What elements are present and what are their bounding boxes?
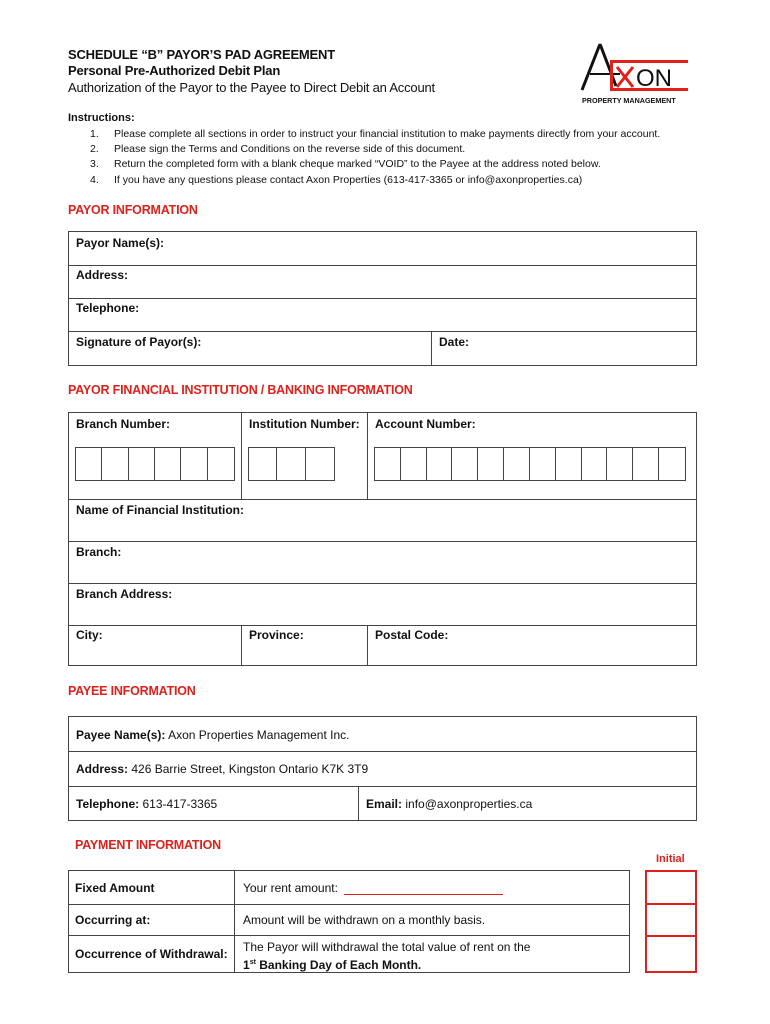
postal-code-field[interactable]: Postal Code: xyxy=(375,628,449,642)
branch-number-label: Branch Number: xyxy=(76,417,171,431)
payment-heading: PAYMENT INFORMATION xyxy=(75,838,221,852)
form-description: Authorization of the Payor to the Payee to Direct Debit an Account xyxy=(68,80,435,95)
province-field[interactable]: Province: xyxy=(249,628,304,642)
initial-label: Initial xyxy=(656,853,685,865)
payor-signature-field[interactable]: Signature of Payor(s): xyxy=(76,335,202,349)
form-subtitle: Personal Pre-Authorized Debit Plan xyxy=(68,63,281,78)
branch-field[interactable]: Branch: xyxy=(76,545,122,559)
initial-box-occurring-at[interactable] xyxy=(645,903,697,937)
occurring-at-label: Occurring at: xyxy=(75,913,151,927)
rent-amount-row xyxy=(243,881,338,895)
institution-number-label: Institution Number: xyxy=(249,417,360,431)
payor-name-field[interactable]: Payor Name(s): xyxy=(76,236,165,250)
payee-email-value: info@axonproperties.ca xyxy=(405,797,533,811)
payee-address-label: Address: xyxy=(76,762,129,776)
instructions-list xyxy=(90,127,660,188)
payor-address-field[interactable]: Address: xyxy=(76,268,129,282)
initial-box-withdrawal[interactable] xyxy=(645,935,697,973)
city-field[interactable]: City: xyxy=(76,628,103,642)
payee-address-row xyxy=(76,762,368,776)
rent-amount-label: Your rent amount: xyxy=(243,881,338,895)
payee-telephone-label: Telephone: xyxy=(76,797,140,811)
payee-name-label: Payee Name(s): xyxy=(76,728,166,742)
initial-box-fixed-amount[interactable] xyxy=(645,870,697,905)
instruction-item: 1. Please complete all sections in order to instruct your financial institution to make payments directly from your account. xyxy=(90,128,661,140)
payee-email-row xyxy=(366,797,532,811)
withdrawal-label: Occurrence of Withdrawal: xyxy=(75,947,228,961)
banking-heading: PAYOR FINANCIAL INSTITUTION / BANKING INFORMATION xyxy=(68,383,413,397)
fixed-amount-label: Fixed Amount xyxy=(75,881,155,895)
payee-telephone-row xyxy=(76,797,217,811)
payee-address-value: 426 Barrie Street, Kingston Ontario K7K 3T9 xyxy=(131,762,369,776)
instruction-item: 2. Please sign the Terms and Conditions on the reverse side of this document. xyxy=(90,143,466,156)
occurring-at-value: Amount will be withdrawn on a monthly basis. xyxy=(243,913,486,927)
rent-amount-input[interactable] xyxy=(344,894,503,895)
account-number-boxes[interactable] xyxy=(374,447,686,481)
form-title: SCHEDULE “B” PAYOR’S PAD AGREEMENT xyxy=(68,47,335,62)
instructions-title: Instructions: xyxy=(68,112,135,124)
axon-logo-mark xyxy=(580,40,692,106)
axon-logo xyxy=(580,40,692,106)
payee-telephone-value: 613-417-3365 xyxy=(142,797,218,811)
payee-email-label: Email: xyxy=(366,797,403,811)
financial-institution-field[interactable]: Name of Financial Institution: xyxy=(76,503,245,517)
payor-telephone-field[interactable]: Telephone: xyxy=(76,301,140,315)
branch-number-boxes[interactable] xyxy=(75,447,235,481)
logo-tagline: PROPERTY MANAGEMENT xyxy=(582,96,676,105)
instruction-item: 4. If you have any questions please contact Axon Properties (613-417-3365 or info@axonproperties.ca) xyxy=(90,173,583,186)
instruction-item: 3. Return the completed form with a blank cheque marked “VOID” to the Payee at the address noted below. xyxy=(90,158,601,171)
payor-date-field[interactable]: Date: xyxy=(439,335,470,349)
payee-name-value: Axon Properties Management Inc. xyxy=(168,728,350,742)
account-number-label: Account Number: xyxy=(375,417,476,431)
withdrawal-value: The Payor will withdrawal the total value of rent on the 1st Banking Day of Each Month. xyxy=(243,940,531,972)
payee-name-row xyxy=(76,728,350,742)
logo-on-text: ON xyxy=(636,65,672,92)
payor-heading: PAYOR INFORMATION xyxy=(68,203,198,217)
institution-number-boxes[interactable] xyxy=(248,447,335,481)
branch-address-field[interactable]: Branch Address: xyxy=(76,587,173,601)
payee-heading: PAYEE INFORMATION xyxy=(68,684,196,698)
